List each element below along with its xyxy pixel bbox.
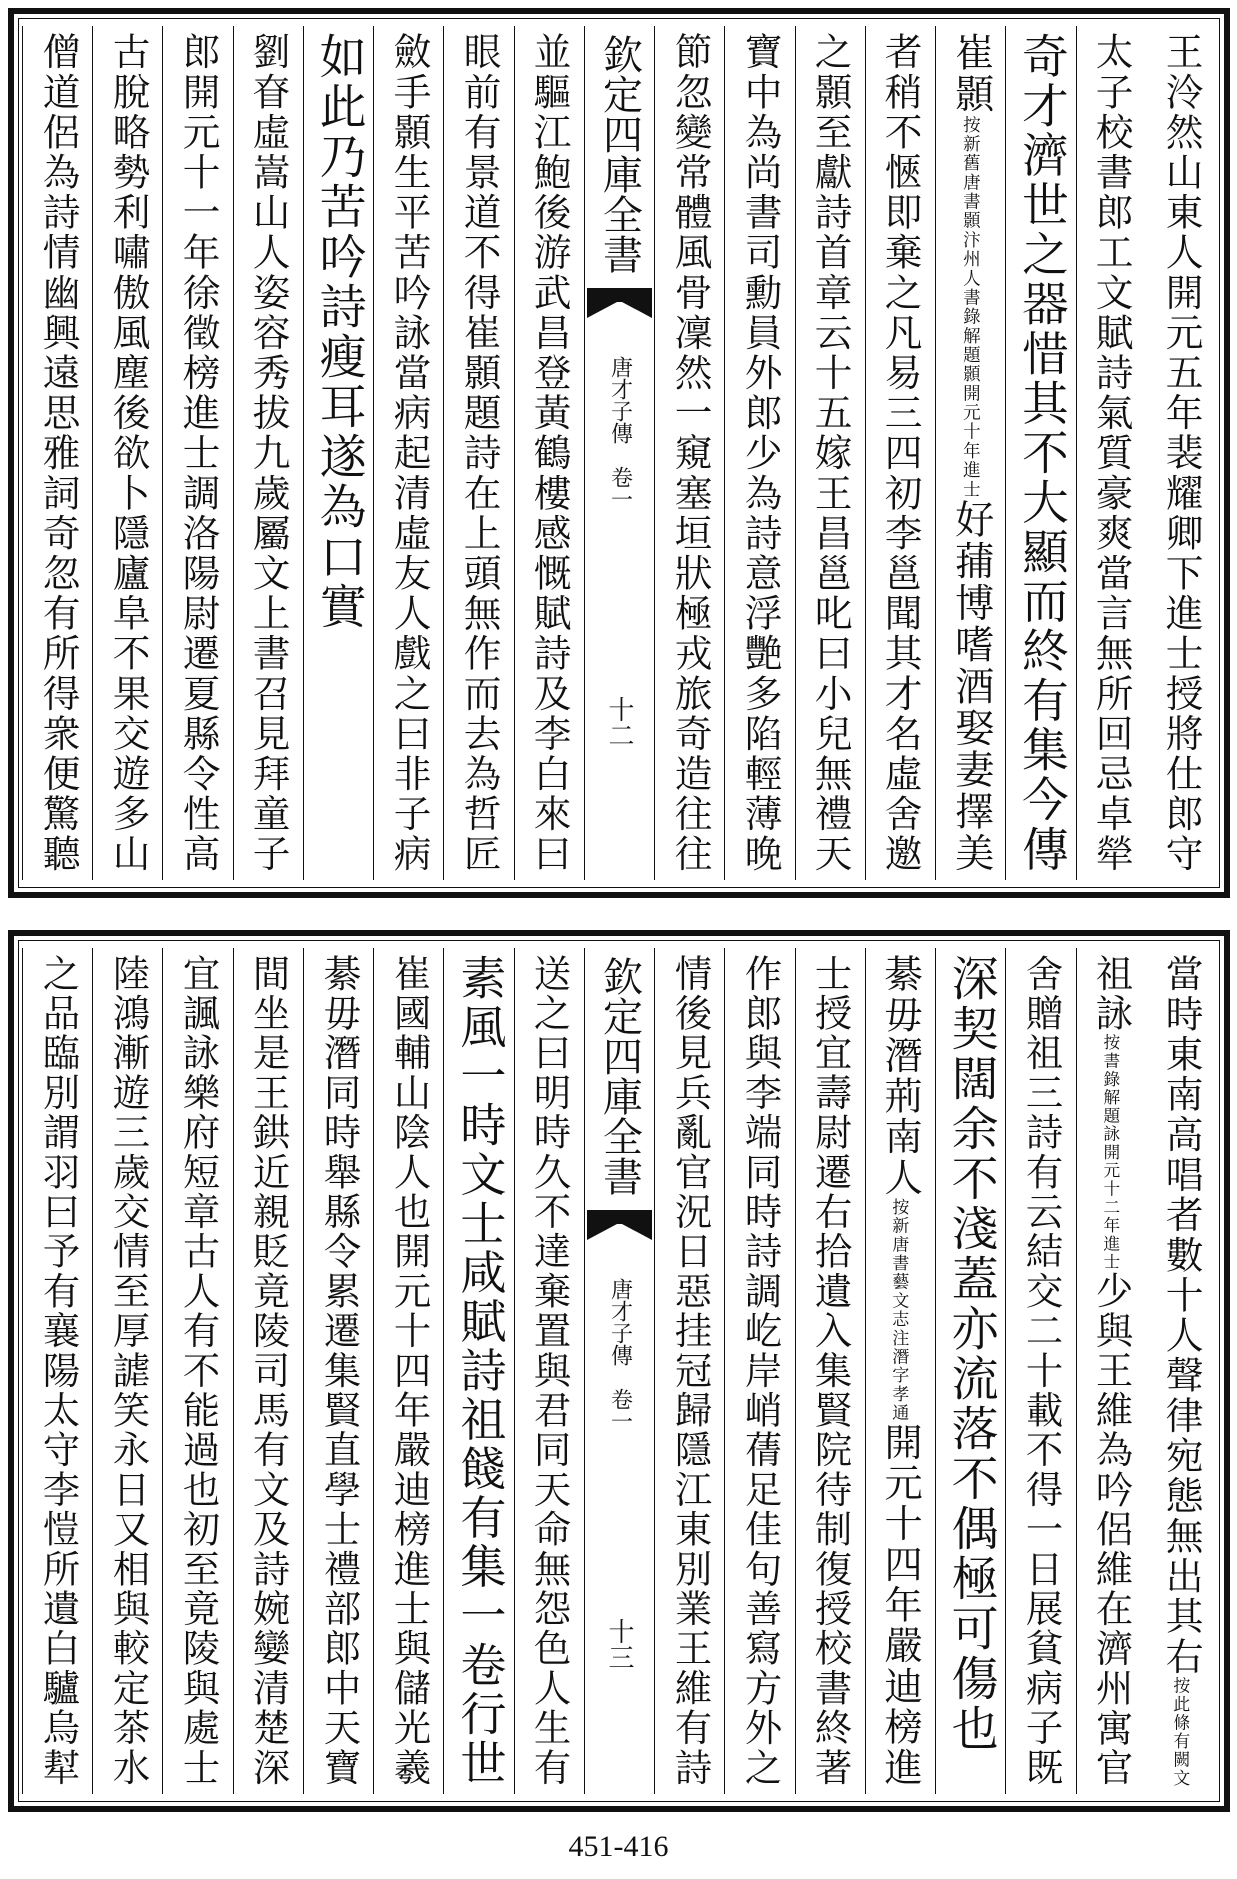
column-text: 太子校書郎工文賦詩氣質豪爽當言無所回忌卓犖 [1089,32,1134,875]
column-text: 宜諷詠樂府短章古人有不能過也初至竟陵與處士 [176,954,221,1788]
annotation-note: 按新唐書藝文志注潛字孝通 [890,1197,911,1423]
annotation-note: 按書錄解題詠開元十二年進士 [1101,1033,1121,1272]
text-column [233,948,303,1794]
text-column [22,948,92,1794]
text-column [373,26,443,880]
column-text: 綦毋潛同時舉縣令累遷集賢直學士禮部郎中天寶 [317,954,361,1788]
column-text: 綦毋潛荊南人按新唐書藝文志注潛字孝通開元十四年嚴迪榜進 [878,954,924,1789]
leaf-number: 十二 [604,696,634,748]
column-text: 素風一時文士咸賦詩祖餞有集一卷行世 [452,954,507,1788]
text-column [303,948,373,1794]
text-column [162,26,232,880]
text-column [724,26,794,880]
text-column [1146,948,1216,1794]
center-title-column [584,26,654,880]
column-text: 奇才濟世之器惜其不大顯而終有集今傳 [1014,32,1069,875]
column-text: 作郎與李端同時詩調屹岸峭蒨足佳句善寫方外之 [738,954,783,1788]
column-text: 祖詠按書錄解題詠開元十二年進士少與王維為吟侶維在濟州寓官 [1089,954,1134,1788]
text-column [233,26,303,880]
book-title: 欽定四庫全書 [596,956,643,1196]
column-text: 士授宜壽尉遷右拾遺入集賢院待制復授校書終著 [808,954,853,1788]
center-title-column [584,948,654,1794]
text-column [303,26,373,880]
text-column [654,26,724,880]
column-text: 眼前有景道不得崔顥題詩在上頭無作而去為哲匠 [457,32,502,875]
text-column [865,948,935,1794]
column-text: 崔顥按新舊唐書顥汴州人書錄解題顥開元十年進士好蒱博嗜酒娶妻擇美 [948,32,995,875]
text-column [1005,948,1075,1794]
column-text: 間坐是王鉷近親貶竟陵司馬有文及詩婉孌清楚深 [246,954,291,1788]
column-text: 之品臨別謂羽曰予有襄陽太守李愷所遺白驢烏犎 [36,954,80,1788]
annotation-note: 按新舊唐書顥汴州人書錄解題顥開元十年進士 [960,115,981,500]
column-text: 劉眘虛嵩山人姿容秀拔九歲屬文上書召見拜童子 [246,32,291,875]
page-footer-number: 451-416 [568,1830,669,1863]
column-text: 如此乃苦吟詩瘦耳遂為口實 [311,32,367,632]
chapter-subtitle: 唐才子傳 卷一 [607,356,633,510]
chapter-subtitle: 唐才子傳 卷一 [607,1278,633,1432]
column-text: 深契闊余不淺蓋亦流落不偶極可傷也 [943,954,999,1754]
text-column [514,26,584,880]
text-column [795,26,865,880]
text-column [92,948,162,1794]
fish-tail-mark [587,288,652,318]
book-title: 欽定四庫全書 [596,34,643,274]
top-page-frame [8,8,1230,898]
column-text: 郎開元十一年徐徵榜進士調洛陽尉遷夏縣令性高 [176,32,221,875]
text-column [935,26,1005,880]
text-column [1076,948,1146,1794]
column-text: 情後見兵亂官況日惡挂冠歸隱江東別業王維有詩 [668,954,712,1788]
column-text: 節忽變常體風骨凜然一窺塞垣狀極戎旅奇造往往 [668,32,713,875]
column-text: 並驅江鮑後游武昌登黃鶴樓感慨賦詩及李白來曰 [527,32,572,875]
column-text: 當時東南高唱者數十人聲律宛態無出其右按此條有闕文 [1159,954,1204,1788]
column-text: 者稍不愜即棄之凡易三四初李邕聞其才名虛舍邀 [878,32,923,875]
text-column [443,948,513,1794]
column-text: 斂手顥生平苦吟詠當病起清虛友人戲之曰非子病 [387,32,432,875]
text-column [22,26,92,880]
text-column [514,948,584,1794]
leaf-number: 十三 [604,1618,634,1670]
column-text: 王泠然山東人開元五年裴耀卿下進士授將仕郎守 [1159,32,1204,875]
text-column [443,26,513,880]
column-text: 舍贈祖三詩有云結交二十載不得一日展貧病子既 [1019,954,1064,1788]
text-column [92,26,162,880]
text-column [1146,26,1216,880]
text-column [795,948,865,1794]
text-column [1076,26,1146,880]
fish-tail-mark [587,1210,652,1240]
column-text: 崔國輔山陰人也開元十四年嚴迪榜進士與儲光羲 [387,954,432,1788]
column-text: 之顥至獻詩首章云十五嫁王昌邕叱曰小兒無禮天 [808,32,853,875]
text-column [1005,26,1075,880]
text-column [162,948,232,1794]
column-text: 古脫略勢利嘯傲風塵後欲卜隱廬阜不果交遊多山 [106,32,151,875]
annotation-note: 按此條有闕文 [1171,1676,1191,1788]
text-column [724,948,794,1794]
column-text: 陸鴻漸遊三歲交情至厚謔笑永日又相與較定茶水 [106,954,151,1788]
text-column [865,26,935,880]
bottom-page-frame [8,930,1230,1812]
text-column [654,948,724,1794]
column-text: 寶中為尚書司勳員外郎少為詩意浮艷多陷輕薄晚 [738,32,783,875]
column-text: 僧道侶為詩情幽興遠思雅詞奇忽有所得衆便驚聽 [35,32,81,875]
column-text: 送之曰明時久不達棄置與君同天命無怨色人生有 [527,954,572,1788]
text-column [935,948,1005,1794]
text-column [373,948,443,1794]
